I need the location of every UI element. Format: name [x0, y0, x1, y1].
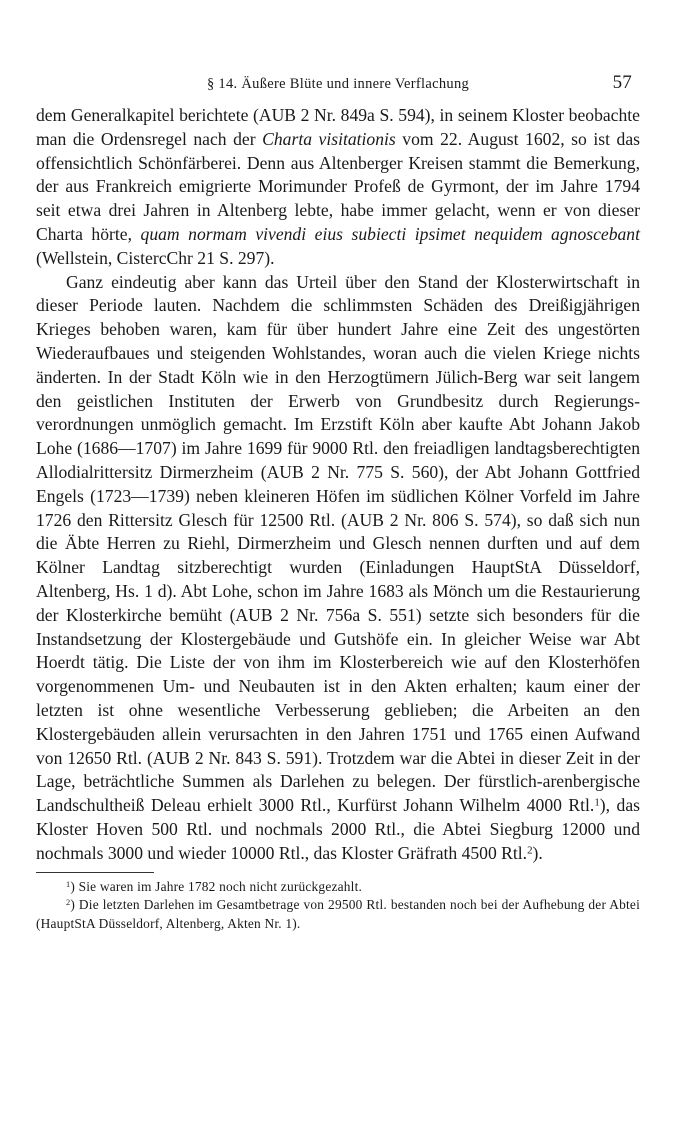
- body-text: [36, 104, 640, 866]
- footnotes: [36, 878, 640, 934]
- book-page: [36, 70, 640, 933]
- paragraph: [36, 271, 640, 866]
- italic-phrase: quam normam vivendi eius subiecti ipsimet nequidem agnoscebant: [140, 223, 640, 244]
- page-number: 57: [612, 72, 632, 93]
- footnote-separator: [36, 872, 154, 873]
- footnote-marker: 1: [594, 796, 600, 809]
- running-head: [36, 70, 640, 98]
- text-run: vom 22. August 1602, so ist das offensichtlich Schönfärberei. Denn aus Altenberger Kreisen stammt die Bemerkung, der aus Frankreich emigrierte Morimunder Profeß de Gyrmont, der im Jahre 1794 seit etwa drei Jahren in Altenberg lebte, habe immer gelacht, wenn er von dieser Charta hörte,: [36, 128, 640, 244]
- text-run: ) Sie waren im Jahre 1782 noch nicht zurückgezahlt.: [70, 878, 363, 894]
- text-run: ), das Kloster Hoven 500 Rtl. und nochmals 2000 Rtl., die Abtei Siegburg 12000 und nochmals 3000 und wieder 10000 Rtl., das Kloster Gräfrath 4500 Rtl.: [36, 795, 640, 863]
- footnote-marker: 2: [527, 844, 533, 857]
- paragraph: [36, 104, 640, 271]
- footnote-marker: 2: [66, 897, 71, 907]
- footnote-marker: 1: [66, 879, 71, 889]
- text-run: ).: [532, 842, 543, 863]
- footnote: [36, 878, 640, 897]
- text-run: (Wellstein, CistercChr 21 S. 297).: [36, 247, 275, 268]
- section-heading: § 14. Äußere Blüte und innere Verflachung: [206, 76, 470, 92]
- text-run: dem Generalkapitel berichtete (AUB 2 Nr. 849a S. 594), in seinem Kloster beobachte man die Ordensregel nach der: [36, 105, 640, 149]
- footnote: [36, 896, 640, 933]
- italic-phrase: Charta visitationis: [262, 128, 396, 149]
- text-run: ) Die letzten Darlehen im Gesamtbetrage von 29500 Rtl. bestanden noch bei der Aufhebung der Abtei (HauptStA Düsseldorf, Altenberg, Akten Nr. 1).: [36, 897, 640, 931]
- text-run: Ganz eindeutig aber kann das Urteil über den Stand der Klosterwirtschaft in dieser Periode lauten. Nachdem die schlimmsten Schäden des Dreißigjährigen Krieges behoben waren, kam für über hundert Jahre eine Zeit des ungestörten Wiederaufbaues und steigenden Wohlstandes, woran auch die vielen Kriege nichts änderten. In der Stadt Köln wie in den Herzogtümern Jülich-Berg war seit langem den geistlichen Instituten der Erwerb von Grundbesitz durch Regierungsverordnungen unmöglich gemacht. Im Erzstift Köln aber kaufte Abt Johann Jakob Lohe (1686—1707) im Jahre 1699 für 9000 Rtl. den freiadligen landtagsberechtigten Allodialrittersitz Dirmerzheim (AUB 2 Nr. 775 S. 560), der Abt Johann Gottfried Engels (1723—1739) neben kleineren Höfen im südlichen Kölner Vorfeld im Jahre 1726 den Rittersitz Glesch für 12500 Rtl. (AUB 2 Nr. 806 S. 574), so daß sich nun die Äbte Herren zu Riehl, Dirmerzheim und Glesch nennen durften und auf dem Kölner Landtag sitzberechtigt wurden (Einladungen HauptStA Düsseldorf, Altenberg, Hs. 1 d). Abt Lohe, schon im Jahre 1683 als Mönch um die Restaurierung der Klosterkirche bemüht (AUB 2 Nr. 756a S. 551) setzte sich besonders für die Instandsetzung der Klostergebäude und Gutshöfe ein. In gleicher Weise war Abt Hoerdt tätig. Die Liste der von ihm im Klosterbereich wie auf den Klosterhöfen vorgenommenen Um- und Neubauten ist in den Akten erhalten; kaum einer der letzten ist ohne wesentliche Verbesserung geblieben; die Arbeiten an den Klostergebäuden allein verursachten in den Jahren 1751 und 1765 einen Aufwand von 12650 Rtl. (AUB 2 Nr. 843 S. 591). Trotzdem war die Abtei in dieser Zeit in der Lage, beträchtliche Summen als Darlehen zu belegen. Der fürstlich-arenbergische Landschultheiß Deleau erhielt 3000 Rtl., Kurfürst Johann Wilhelm 4000 Rtl.: [36, 271, 640, 816]
